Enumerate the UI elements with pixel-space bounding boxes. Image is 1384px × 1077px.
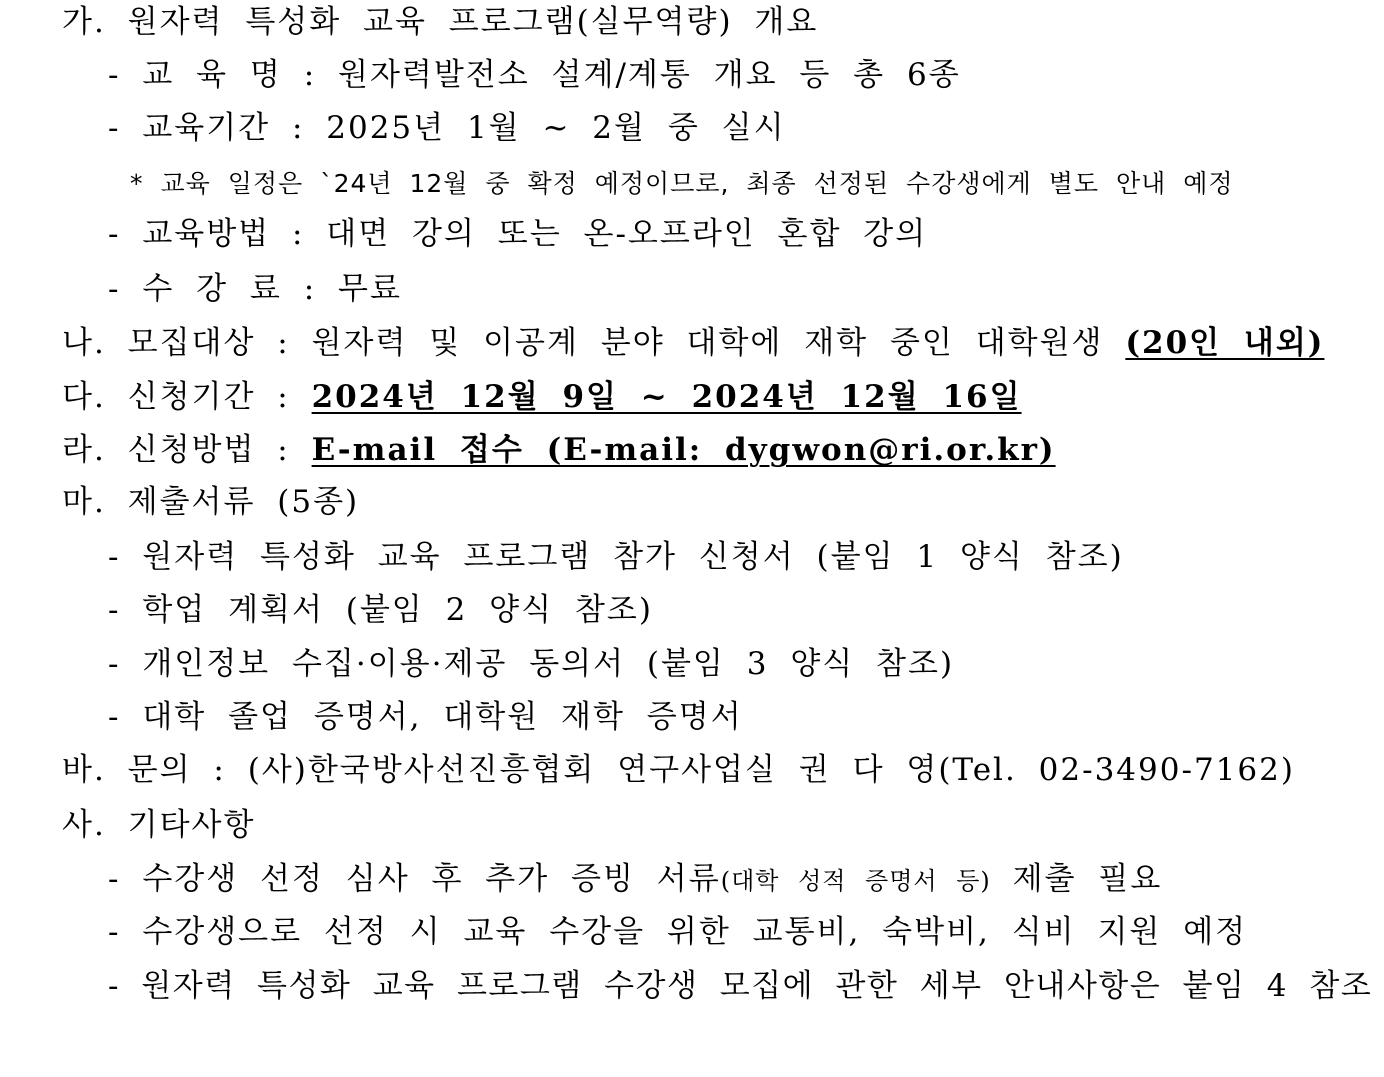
course-name-line: - 교 육 명 : 원자력발전소 설계/계통 개요 등 총 6종 [108,57,961,93]
application-email: E-mail 접수 (E-mail: dygwon@ri.or.kr) [311,432,1056,468]
etc-item-note: (대학 성적 증명서 등) [720,867,991,895]
document-item: - 대학 졸업 증명서, 대학원 재학 증명서 [108,699,743,735]
course-period-line: - 교육기간 : 2025년 1월 ~ 2월 중 실시 [108,110,786,146]
application-period-dates: 2024년 12월 9일 ~ 2024년 12월 16일 [311,379,1022,415]
document-item: - 원자력 특성화 교육 프로그램 참가 신청서 (붙임 1 양식 참조) [108,539,1124,575]
course-period-note: * 교육 일정은 `24년 12월 중 확정 예정이므로, 최종 선정된 수강생에게 별도 안내 예정 [130,169,1234,198]
section-na-target [62,323,1324,363]
etc-item-tail: 제출 필요 [990,861,1163,897]
target-capacity: (20인 내외) [1125,325,1325,361]
document-item: - 학업 계획서 (붙임 2 양식 참조) [108,592,653,628]
etc-item [108,859,1162,901]
course-method-line: - 교육방법 : 대면 강의 또는 온-오프라인 혼합 강의 [108,216,928,252]
section-ra-method [62,430,1056,470]
application-method-label: 라. 신청방법 : [62,432,312,468]
course-fee-line: - 수 강 료 : 무료 [108,271,402,307]
section-ma-heading: 마. 제출서류 (5종) [62,484,360,520]
etc-item: - 수강생으로 선정 시 교육 수강을 위한 교통비, 숙박비, 식비 지원 예정 [108,914,1248,950]
application-period-label: 다. 신청기간 : [62,379,312,415]
section-sa-heading: 사. 기타사항 [62,807,256,843]
target-label: 나. 모집대상 : 원자력 및 이공계 분야 대학에 재학 중인 대학원생 [62,325,1126,361]
section-da-period [62,377,1022,417]
document-item: - 개인정보 수집·이용·제공 동의서 (붙임 3 양식 참조) [108,646,955,682]
section-ba-contact: 바. 문의 : (사)한국방사선진흥협회 연구사업실 권 다 영(Tel. 02-3490-7162) [62,752,1295,788]
etc-item: - 원자력 특성화 교육 프로그램 수강생 모집에 관한 세부 안내사항은 붙임 4 참조 [108,968,1373,1004]
etc-item-main: - 수강생 선정 심사 후 추가 증빙 서류 [108,861,721,897]
section-ga-heading: 가. 원자력 특성화 교육 프로그램(실무역량) 개요 [62,4,819,40]
